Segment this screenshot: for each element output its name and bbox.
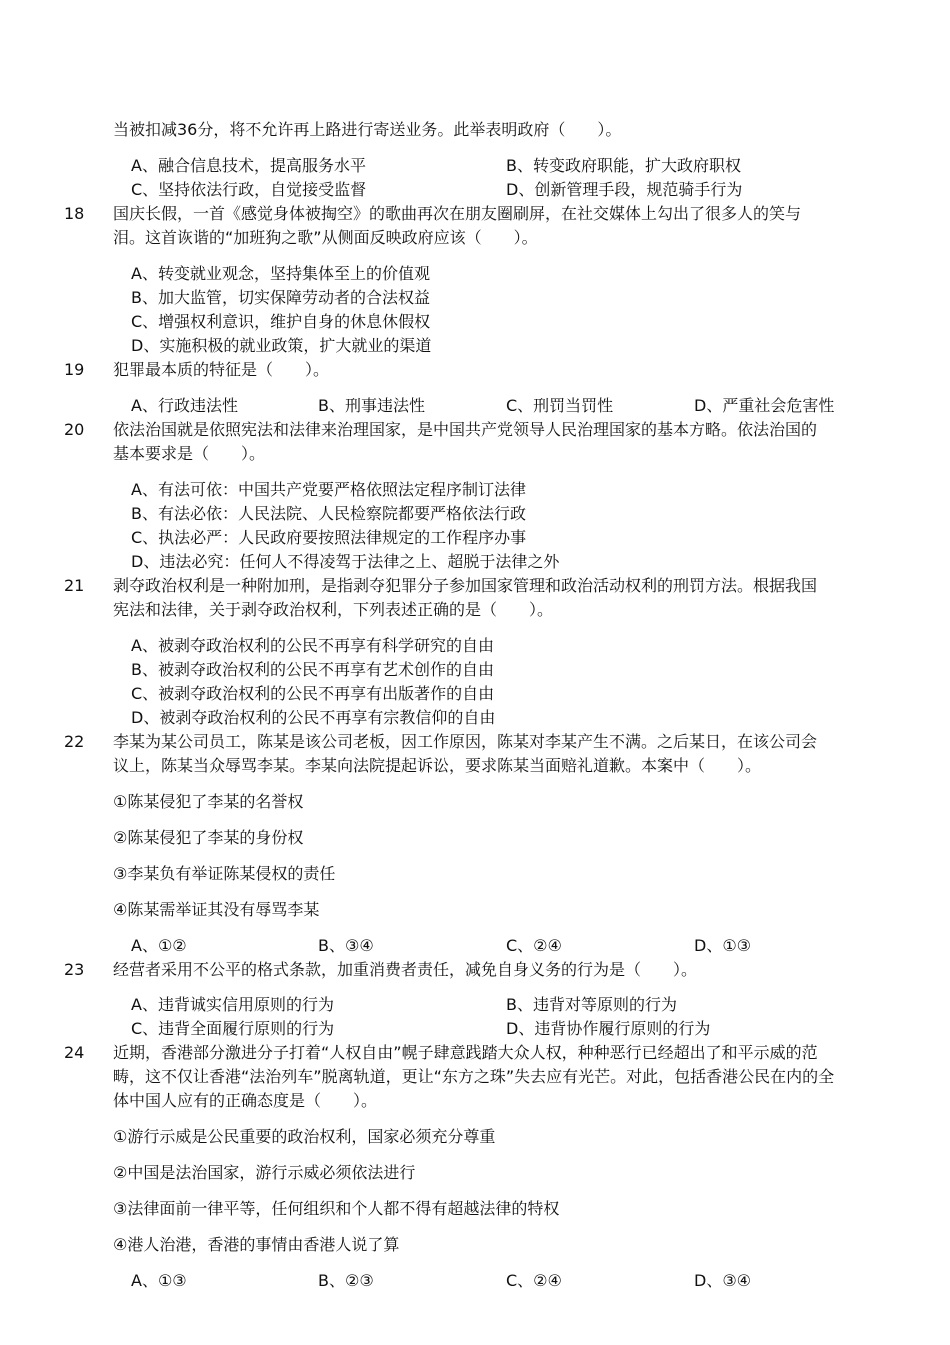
q24-stem-line: 体中国人应有的正确态度是（ ）。 bbox=[113, 1091, 378, 1110]
q17-option-c: C、坚持依法行政，自觉接受监督 bbox=[131, 180, 367, 199]
q19-option-c: C、刑罚当罚性 bbox=[506, 396, 614, 415]
q20-option-c: C、执法必严：人民政府要按照法律规定的工作程序办事 bbox=[131, 528, 527, 547]
q20-option-b: B、有法必依：人民法院、人民检察院都要严格依法行政 bbox=[131, 504, 526, 523]
q23-number: 23 bbox=[64, 960, 85, 979]
q17-option-d: D、创新管理手段，规范骑手行为 bbox=[506, 180, 743, 199]
q22-statement: ④陈某需举证其没有辱骂李某 bbox=[113, 900, 320, 919]
q20-number: 20 bbox=[64, 420, 85, 439]
q22-number: 22 bbox=[64, 732, 85, 751]
q22-stem bbox=[113, 730, 873, 778]
q24-statement: ①游行示威是公民重要的政治权利，国家必须充分尊重 bbox=[113, 1127, 496, 1146]
q23-option-c: C、违背全面履行原则的行为 bbox=[131, 1019, 335, 1038]
q21-option-a: A、被剥夺政治权利的公民不再享有科学研究的自由 bbox=[131, 636, 494, 655]
q21-stem-line: 剥夺政治权利是一种附加刑，是指剥夺犯罪分子参加国家管理和政治活动权利的刑罚方法。根据我国 bbox=[113, 576, 818, 595]
q21-option-c: C、被剥夺政治权利的公民不再享有出版著作的自由 bbox=[131, 684, 495, 703]
q18-option-c: C、增强权利意识，维护自身的休息休假权 bbox=[131, 312, 431, 331]
q19-stem bbox=[113, 358, 873, 382]
q22-statement: ②陈某侵犯了李某的身份权 bbox=[113, 828, 304, 847]
q22-statement: ①陈某侵犯了李某的名誉权 bbox=[113, 792, 304, 811]
q23-stem-line: 经营者采用不公平的格式条款，加重消费者责任，减免自身义务的行为是（ ）。 bbox=[113, 960, 698, 979]
q24-statement: ④港人治港，香港的事情由香港人说了算 bbox=[113, 1235, 400, 1254]
q23-option-a: A、违背诚实信用原则的行为 bbox=[131, 995, 334, 1014]
q18-stem-line: 国庆长假，一首《感觉身体被掏空》的歌曲再次在朋友圈刷屏，在社交媒体上勾出了很多人的笑与 bbox=[113, 204, 802, 223]
q21-number: 21 bbox=[64, 576, 85, 595]
q21-stem bbox=[113, 574, 873, 622]
q24-option-b: B、②③ bbox=[318, 1271, 374, 1290]
q21-option-b: B、被剥夺政治权利的公民不再享有艺术创作的自由 bbox=[131, 660, 494, 679]
q24-option-a: A、①③ bbox=[131, 1271, 187, 1290]
q19-stem-line: 犯罪最本质的特征是（ ）。 bbox=[113, 360, 330, 379]
q23-option-b: B、违背对等原则的行为 bbox=[506, 995, 677, 1014]
q18-option-d: D、实施积极的就业政策，扩大就业的渠道 bbox=[131, 336, 432, 355]
q18-stem bbox=[113, 202, 873, 250]
q19-option-d: D、严重社会危害性 bbox=[694, 396, 835, 415]
q17-option-b: B、转变政府职能，扩大政府职权 bbox=[506, 156, 741, 175]
q19-option-b: B、刑事违法性 bbox=[318, 396, 425, 415]
q19-option-a: A、行政违法性 bbox=[131, 396, 238, 415]
q24-option-d: D、③④ bbox=[694, 1271, 752, 1290]
q20-stem bbox=[113, 418, 873, 466]
q21-stem-line: 宪法和法律，关于剥夺政治权利，下列表述正确的是（ ）。 bbox=[113, 600, 554, 619]
q22-option-b: B、③④ bbox=[318, 936, 374, 955]
q18-option-b: B、加大监管，切实保障劳动者的合法权益 bbox=[131, 288, 430, 307]
q24-stem-line: 畴，这不仅让香港“法治列车”脱离轨道，更让“东方之珠”失去应有光芒。对此，包括香港公民在内的全 bbox=[113, 1067, 835, 1086]
q17-option-a: A、融合信息技术，提高服务水平 bbox=[131, 156, 366, 175]
q24-stem bbox=[113, 1041, 873, 1113]
q18-option-a: A、转变就业观念，坚持集体至上的价值观 bbox=[131, 264, 430, 283]
q23-stem bbox=[113, 958, 873, 982]
q20-stem-line: 依法治国就是依照宪法和法律来治理国家，是中国共产党领导人民治理国家的基本方略。依法治国的 bbox=[113, 420, 818, 439]
q18-stem-line: 泪。这首诙谐的“加班狗之歌”从侧面反映政府应该（ ）。 bbox=[113, 228, 538, 247]
q24-option-c: C、②④ bbox=[506, 1271, 562, 1290]
q21-option-d: D、被剥夺政治权利的公民不再享有宗教信仰的自由 bbox=[131, 708, 496, 727]
q24-statement: ②中国是法治国家，游行示威必须依法进行 bbox=[113, 1163, 416, 1182]
q22-statement: ③李某负有举证陈某侵权的责任 bbox=[113, 864, 336, 883]
q20-option-d: D、违法必究：任何人不得凌驾于法律之上、超脱于法律之外 bbox=[131, 552, 560, 571]
q22-option-a: A、①② bbox=[131, 936, 187, 955]
q17-stem-tail: 当被扣减36分，将不允许再上路进行寄送业务。此举表明政府（ ）。 bbox=[113, 120, 622, 139]
q19-number: 19 bbox=[64, 360, 85, 379]
q22-option-d: D、①③ bbox=[694, 936, 752, 955]
q22-option-c: C、②④ bbox=[506, 936, 562, 955]
q24-statement: ③法律面前一律平等，任何组织和个人都不得有超越法律的特权 bbox=[113, 1199, 560, 1218]
q20-stem-line: 基本要求是（ ）。 bbox=[113, 444, 266, 463]
q18-number: 18 bbox=[64, 204, 85, 223]
q24-number: 24 bbox=[64, 1043, 85, 1062]
q22-stem-line: 李某为某公司员工，陈某是该公司老板，因工作原因，陈某对李某产生不满。之后某日，在该公司会 bbox=[113, 732, 818, 751]
q24-stem-line: 近期，香港部分激进分子打着“人权自由”幌子肆意践踏大众人权，种种恶行已经超出了和平示威的范 bbox=[113, 1043, 818, 1062]
q20-option-a: A、有法可依：中国共产党要严格依照法定程序制订法律 bbox=[131, 480, 526, 499]
q23-option-d: D、违背协作履行原则的行为 bbox=[506, 1019, 711, 1038]
q22-stem-line: 议上，陈某当众辱骂李某。李某向法院提起诉讼，要求陈某当面赔礼道歉。本案中（ ）。 bbox=[113, 756, 762, 775]
